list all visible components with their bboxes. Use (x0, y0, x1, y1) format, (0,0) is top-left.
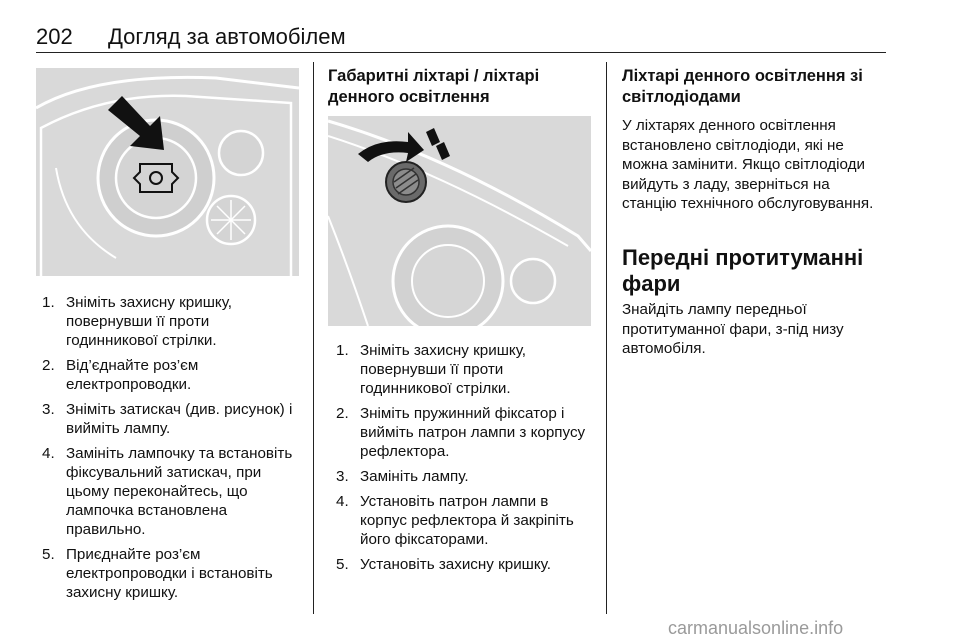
instruction-list-position-lights (336, 341, 598, 580)
section-heading-fog-lights: Передні протитуманні фари (622, 245, 864, 296)
watermark: carmanualsonline.info (668, 618, 844, 638)
list-item: 1. Зніміть захисну кришку, повернувши її проти годинникової стрілки. (42, 294, 232, 349)
column-divider (606, 62, 607, 614)
led-drl-paragraph: У ліхтарях денного освітлення встановлено світлодіоди, які не можна замінити. Якщо світлодіоди вийдуть з ладу, зверніться на станцію технічного обслуговування. (622, 117, 874, 212)
page-number: 202 (36, 24, 73, 49)
list-item: 3. Зніміть затискач (див. рисунок) і вийміть лампу. (42, 401, 293, 437)
list-item: 2. Від’єднайте роз’єм електропроводки. (42, 357, 199, 393)
list-item: 4. Замініть лампочку та встановіть фіксувальний затискач, при цьому переконайтесь, що лампочка встановлена правильно. (42, 445, 293, 538)
fog-lights-paragraph: Знайдіть лампу передньої протитуманної фари, з-під низу автомобіля. (622, 301, 844, 357)
page-header (36, 22, 886, 53)
list-item: 4. Установіть патрон лампи в корпус рефлектора й закріпіть його фіксаторами. (336, 493, 574, 548)
column-divider (313, 62, 314, 614)
page-title: Догляд за автомобілем (108, 24, 346, 49)
bulb-socket-cap (386, 162, 426, 202)
section-heading-position-lights: Габаритні ліхтарі / ліхтарі денного освітлення (328, 67, 540, 106)
list-item: 5. Приєднайте роз’єм електропроводки і встановіть захисну кришку. (42, 546, 273, 601)
position-light-figure (328, 116, 591, 326)
section-heading-led-drl: Ліхтарі денного освітлення зі світлодіодами (622, 67, 863, 106)
instruction-list-headlamp (42, 293, 304, 608)
headlamp-rear-cover-figure (36, 68, 299, 276)
list-item: 3. Замініть лампу. (336, 468, 469, 485)
list-item: 2. Зніміть пружинний фіксатор і вийміть патрон лампи з корпусу рефлектора. (336, 405, 586, 460)
list-item: 5. Установіть захисну кришку. (336, 556, 551, 573)
list-item: 1. Зніміть захисну кришку, повернувши її проти годинникової стрілки. (336, 342, 526, 397)
